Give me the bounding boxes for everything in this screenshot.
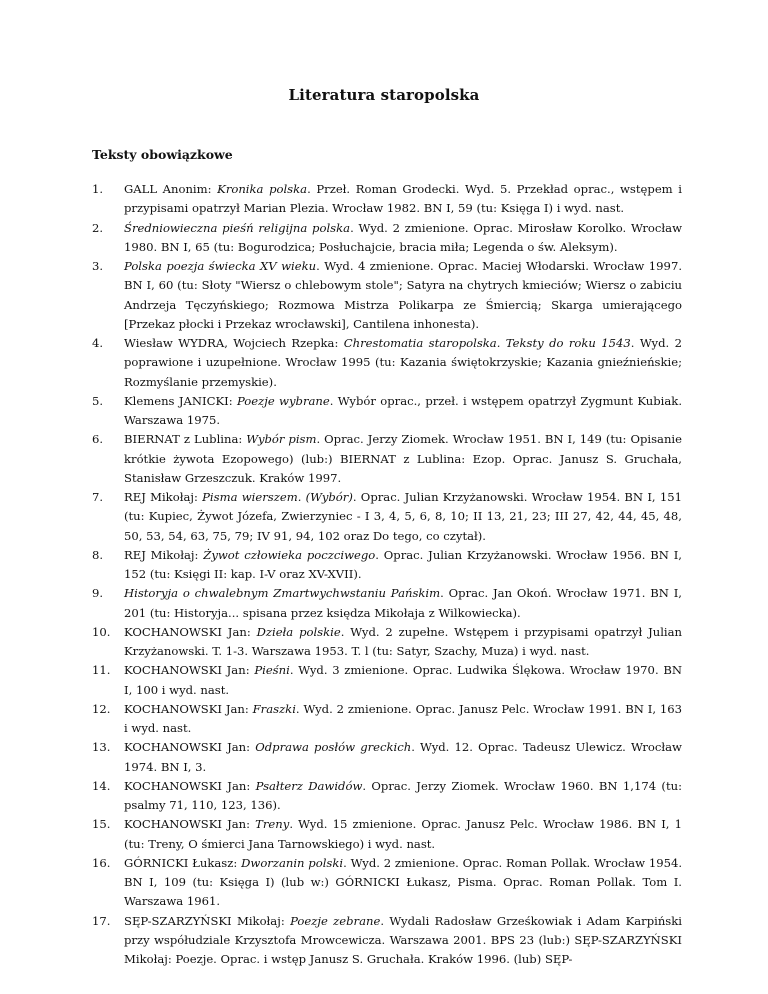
item-number: 1. bbox=[92, 182, 104, 196]
item-work-title: Dzieła polskie bbox=[256, 624, 341, 639]
item-number: 10. bbox=[92, 624, 111, 639]
page-title: Literatura staropolska bbox=[288, 86, 480, 104]
list-item bbox=[92, 584, 682, 623]
item-text bbox=[124, 661, 682, 700]
item-details: . Wyd. 2 zmienione. Oprac. Mirosław Korolko. Wrocław 1980. BN I, 65 (tu: Bogurodzica; Posłuchajcie, bracia miła; Legenda o św. Aleksym). bbox=[124, 220, 682, 254]
item-author: KOCHANOWSKI Jan: bbox=[124, 701, 253, 716]
item-work-title: Treny bbox=[255, 817, 290, 832]
item-text bbox=[124, 815, 682, 854]
item-details: . Oprac. Julian Krzyżanowski. Wrocław 1956. BN I, 152 (tu: Księgi II: kap. I-V oraz XV-XVII). bbox=[124, 547, 682, 581]
list-item bbox=[92, 257, 682, 334]
item-text bbox=[124, 430, 682, 488]
item-work-title: Polska poezja świecka XV wieku bbox=[124, 259, 317, 273]
item-author: KOCHANOWSKI Jan: bbox=[124, 778, 256, 793]
item-text bbox=[124, 180, 682, 219]
list-item bbox=[92, 912, 682, 970]
item-details: . Wyd. 4 zmienione. Oprac. Maciej Włodarski. Wrocław 1997. BN I, 60 (tu: Słoty "Wiersz o chlebowym stole"; Satyra na chytrych kmieciów; Wiersz o zabiciu Andrzeja Tęczyńskiego; Rozmowa Mistrza Polikarpa ze Śmiercią; Skarga umierającego [Przekaz płocki i Przekaz wrocławski], Cantilena inhonesta). bbox=[124, 259, 682, 331]
item-text bbox=[124, 854, 682, 912]
item-author: REJ Mikołaj: bbox=[124, 547, 204, 562]
item-text bbox=[124, 488, 682, 546]
item-details: . Oprac. Jan Okoń. Wrocław 1971. BN I, 201 (tu: Historyja... spisana przez księdza Mikołaja z Wilkowiecka). bbox=[124, 586, 682, 620]
item-text bbox=[124, 546, 682, 585]
item-details: . Oprac. Jerzy Ziomek. Wrocław 1951. BN I, 149 (tu: Opisanie krótkie żywota Ezopowego) (lub:) BIERNAT z Lublina: Ezop. Oprac. Janusz S. Gruchała, Stanisław Grzeszczuk. Kraków 1997. bbox=[124, 432, 682, 485]
item-author: BIERNAT z Lublina: bbox=[124, 432, 247, 447]
list-item bbox=[92, 334, 682, 392]
list-item bbox=[92, 777, 682, 816]
item-work-title: Kronika polska bbox=[217, 182, 308, 196]
item-number: 7. bbox=[92, 490, 104, 504]
item-work-title: Pisma wierszem. (Wybór) bbox=[202, 490, 353, 504]
list-item bbox=[92, 623, 682, 662]
item-work-title: Żywot człowieka poczciwego bbox=[203, 547, 376, 562]
list-item bbox=[92, 700, 682, 739]
item-work-title: Historyja o chwalebnym Zmartwychwstaniu Pańskim bbox=[124, 586, 441, 601]
item-text bbox=[124, 392, 682, 431]
item-number: 14. bbox=[92, 778, 111, 793]
item-details: . Wyd. 15 zmienione. Oprac. Janusz Pelc. Wrocław 1986. BN I, 1 (tu: Treny, O śmierci Jana Tarnowskiego) i wyd. nast. bbox=[124, 817, 682, 851]
item-text bbox=[124, 777, 682, 816]
item-number: 5. bbox=[92, 393, 104, 408]
item-author: REJ Mikołaj: bbox=[124, 490, 203, 504]
item-work-title: Chrestomatia staropolska. Teksty do roku 1543 bbox=[343, 336, 631, 350]
item-text bbox=[124, 912, 682, 970]
item-author: SĘP-SZARZYŃSKI Mikołaj: bbox=[124, 913, 291, 928]
item-details: . Wyd. 2 poprawione i uzupełnione. Wrocław 1995 (tu: Kazania świętokrzyskie; Kazania gnieźnieńskie; Rozmyślanie przemyskie). bbox=[124, 336, 682, 389]
item-author: KOCHANOWSKI Jan: bbox=[124, 740, 256, 755]
list-item bbox=[92, 815, 682, 854]
item-author: KOCHANOWSKI Jan: bbox=[124, 663, 255, 678]
item-work-title: Dworzanin polski bbox=[241, 855, 344, 870]
item-details: . Wyd. 3 zmienione. Oprac. Ludwika Ślękowa. Wrocław 1970. BN I, 100 i wyd. nast. bbox=[124, 663, 682, 697]
item-author: Klemens JANICKI: bbox=[124, 393, 237, 408]
list-item bbox=[92, 854, 682, 912]
list-item bbox=[92, 488, 682, 546]
item-work-title: Wybór pism bbox=[246, 432, 317, 447]
item-number: 2. bbox=[92, 220, 104, 235]
item-details: . Wyd. 2 zmienione. Oprac. Roman Pollak. Wrocław 1954. BN I, 109 (tu: Księga I) (lub w:) GÓRNICKI Łukasz, Pisma. Oprac. Roman Pollak. Tom I. Warszawa 1961. bbox=[124, 855, 683, 909]
list-item bbox=[92, 180, 682, 219]
section-heading: Teksty obowiązkowe bbox=[92, 147, 233, 162]
item-number: 6. bbox=[92, 432, 104, 447]
item-text bbox=[124, 700, 682, 739]
item-work-title: Psałterz Dawidów bbox=[255, 778, 363, 793]
item-details: . Wyd. 12. Oprac. Tadeusz Ulewicz. Wrocław 1974. BN I, 3. bbox=[124, 740, 682, 774]
item-number: 12. bbox=[92, 701, 111, 716]
item-work-title: Pieśni bbox=[254, 663, 290, 678]
item-author: KOCHANOWSKI Jan: bbox=[124, 624, 257, 639]
item-details: . Oprac. Julian Krzyżanowski. Wrocław 1954. BN I, 151 (tu: Kupiec, Żywot Józefa, Zwierzyniec - I 3, 4, 5, 6, 8, 10; II 13, 21, 23; III 27, 42, 44, 45, 48, 50, 53, 54, 63, 75, 79; IV 91, 94, 102 oraz Do tego, co czytał). bbox=[124, 490, 682, 543]
list-item bbox=[92, 392, 682, 431]
item-text bbox=[124, 623, 682, 662]
item-details: . Wybór oprac., przeł. i wstępem opatrzył Zygmunt Kubiak. Warszawa 1975. bbox=[124, 393, 682, 427]
item-details: . Wyd. 2 zupełne. Wstępem i przypisami opatrzył Julian Krzyżanowski. T. 1-3. Warszawa 1953. T. l (tu: Satyr, Szachy, Muza) i wyd. nast. bbox=[124, 624, 682, 658]
item-text bbox=[124, 334, 682, 392]
item-number: 15. bbox=[92, 817, 111, 832]
item-author: Wiesław WYDRA, Wojciech Rzepka: bbox=[124, 336, 344, 350]
item-text bbox=[124, 257, 682, 334]
list-item bbox=[92, 430, 682, 488]
item-text bbox=[124, 584, 682, 623]
item-number: 16. bbox=[92, 855, 111, 870]
list-item bbox=[92, 738, 682, 777]
item-work-title: Średniowieczna pieśń religijna polska bbox=[124, 220, 351, 235]
list-item bbox=[92, 546, 682, 585]
item-work-title: Fraszki bbox=[252, 701, 296, 716]
item-work-title: Odprawa posłów greckich bbox=[255, 740, 412, 755]
item-number: 8. bbox=[92, 547, 104, 562]
item-author: KOCHANOWSKI Jan: bbox=[124, 817, 256, 832]
item-author: GÓRNICKI Łukasz: bbox=[124, 855, 242, 870]
item-number: 11. bbox=[92, 663, 111, 678]
item-work-title: Poezje zebrane bbox=[290, 913, 381, 928]
item-details: . Wyd. 2 zmienione. Oprac. Janusz Pelc. Wrocław 1991. BN I, 163 i wyd. nast. bbox=[124, 701, 683, 735]
item-work-title: Poezje wybrane bbox=[236, 393, 330, 408]
item-text bbox=[124, 219, 682, 258]
item-text bbox=[124, 738, 682, 777]
item-number: 13. bbox=[92, 740, 111, 755]
item-author: GALL Anonim: bbox=[124, 182, 218, 196]
item-number: 17. bbox=[92, 913, 111, 928]
item-number: 9. bbox=[92, 586, 104, 601]
item-number: 3. bbox=[92, 259, 104, 273]
item-details: . Oprac. Jerzy Ziomek. Wrocław 1960. BN 1,174 (tu: psalmy 71, 110, 123, 136). bbox=[124, 778, 682, 812]
list-item bbox=[92, 661, 682, 700]
item-details: . Przeł. Roman Grodecki. Wyd. 5. Przekład oprac., wstępem i przypisami opatrzył Marian Plezia. Wrocław 1982. BN I, 59 (tu: Księga I) i wyd. nast. bbox=[124, 182, 682, 216]
list-item bbox=[92, 219, 682, 258]
bibliography-list bbox=[92, 180, 682, 969]
item-number: 4. bbox=[92, 336, 104, 350]
item-details: . Wydali Radosław Grześkowiak i Adam Karpiński przy współudziale Krzysztofa Mrowcewicza. Warszawa 2001. BPS 23 (lub:) SĘP-SZARZYŃSKI Mikołaj: Poezje. Oprac. i wstęp Janusz S. Gruchała. Kraków 1996. (lub) SĘP- bbox=[124, 913, 682, 966]
